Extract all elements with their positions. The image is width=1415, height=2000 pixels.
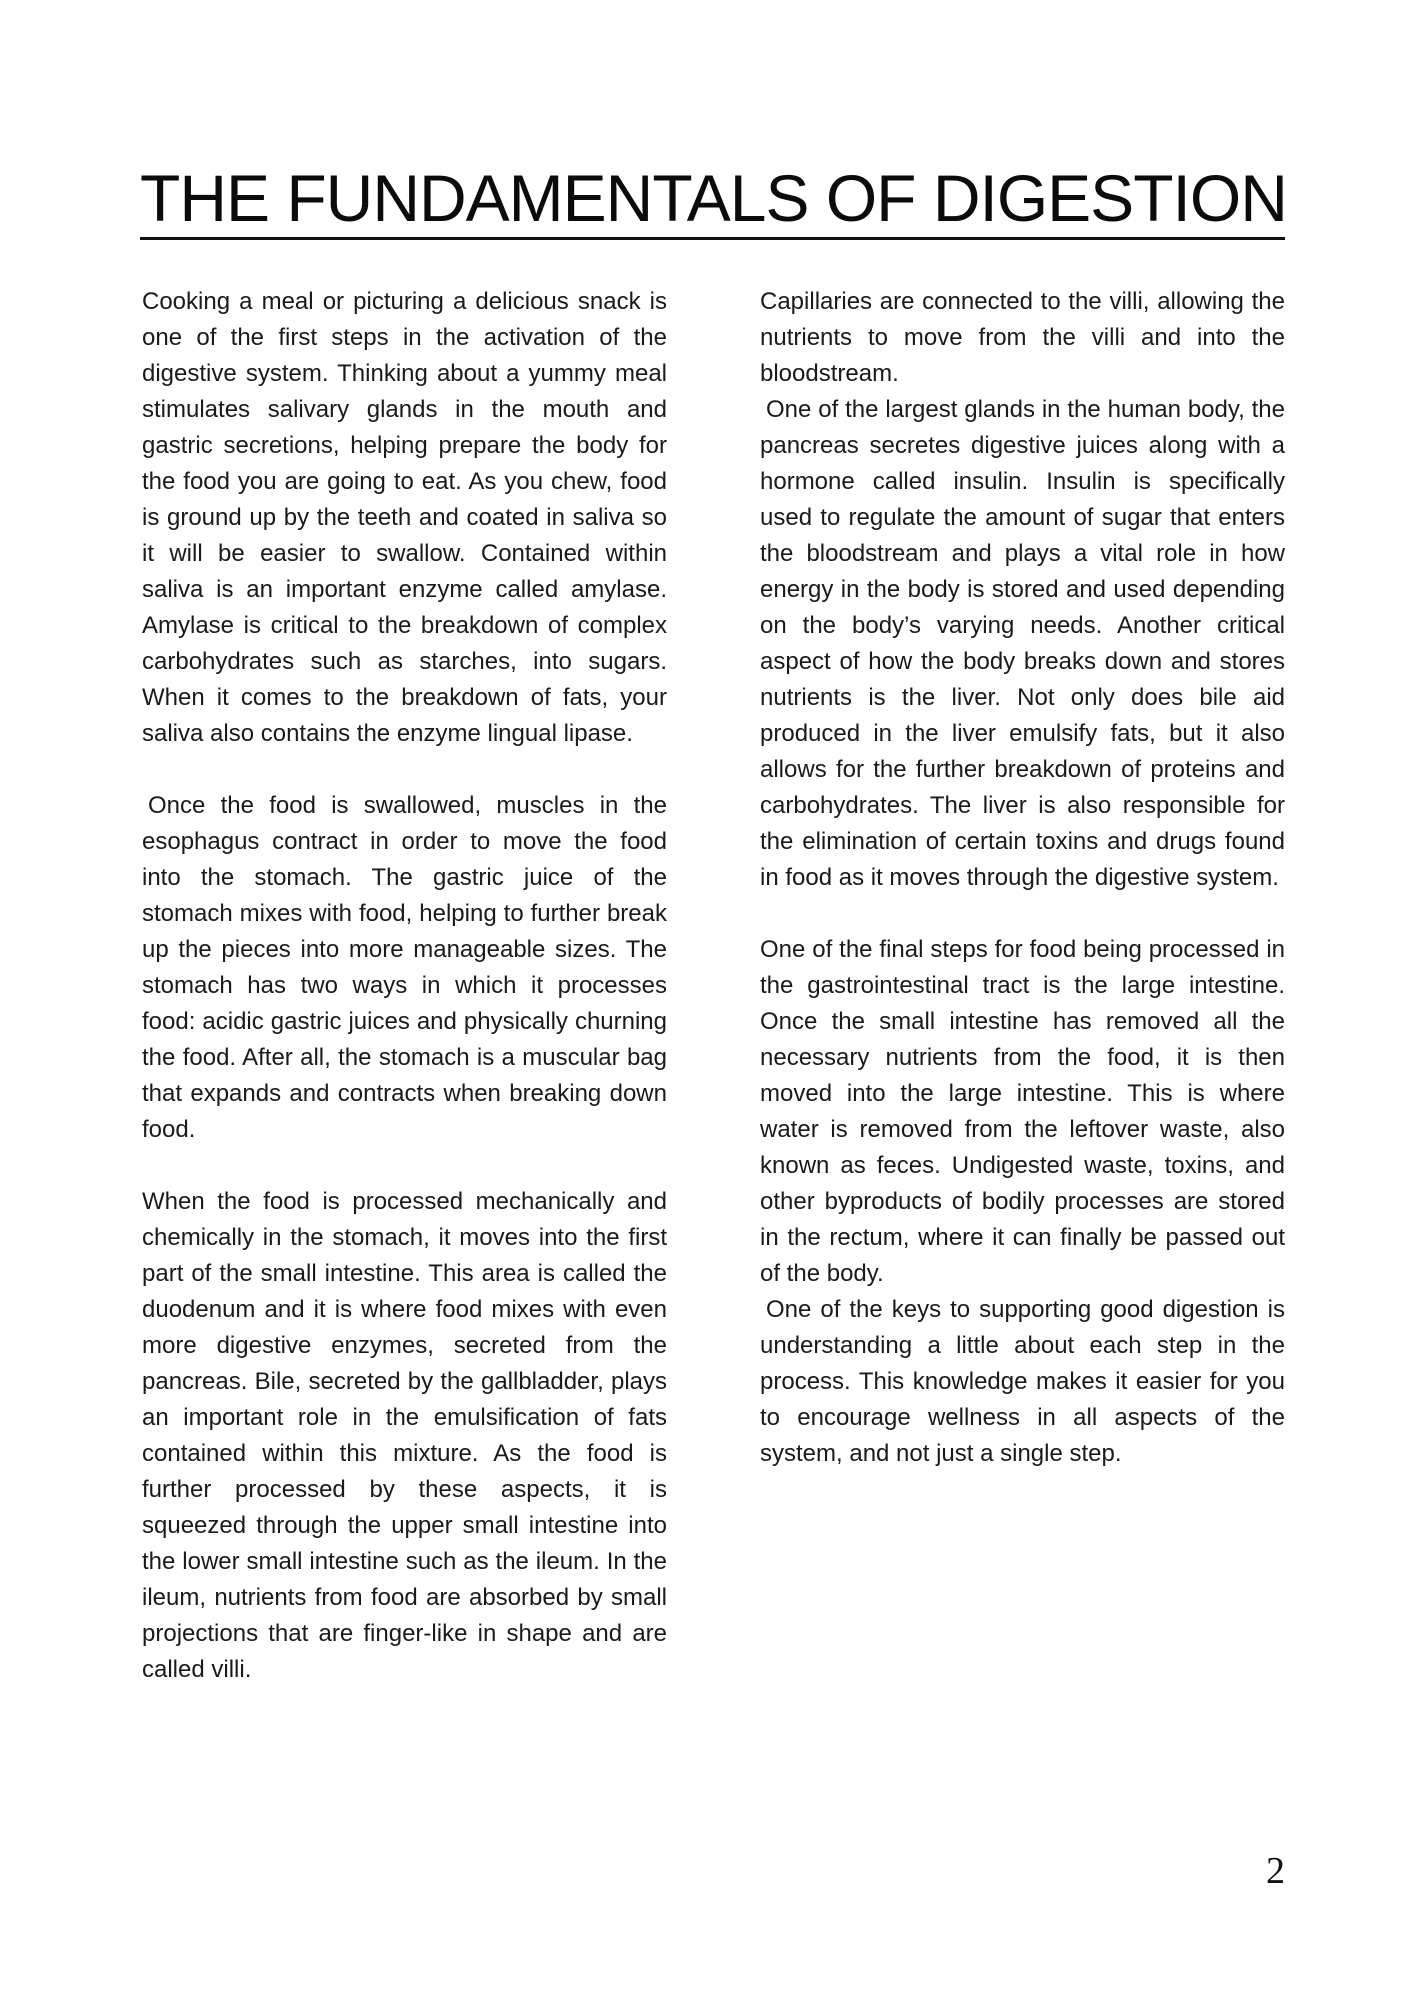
- left-column: [142, 284, 667, 1688]
- right-column: [760, 284, 1285, 1472]
- paragraph-stomach: Once the food is swallowed, muscles in the esophagus contract in order to move the food into the stomach. The gastric juice of the stomach mixes with food, helping to further break up the pieces into more manageable sizes. The stomach has two ways in which it processes food: acidic gastric juices and physically churning the food. After all, the stomach is a muscular bag that expands and contracts when breaking down food.: [142, 792, 667, 1143]
- paragraph-saliva: Cooking a meal or picturing a delicious snack is one of the first steps in the activation of the digestive system. Thinking about a yummy meal stimulates salivary glands in the mouth and gastric secretions, helping prepare the body for the food you are going to eat. As you chew, food is ground up by the teeth and coated in saliva so it will be easier to swallow. Contained within saliva is an important enzyme called amylase. Amylase is critical to the breakdown of complex carbohydrates such as starches, into sugars. When it comes to the breakdown of fats, your saliva also contains the enzyme lingual lipase.: [142, 288, 667, 747]
- paragraph-capillaries: Capillaries are connected to the villi, allowing the nutrients to move from the villi and into the bloodstream.: [760, 288, 1285, 387]
- paragraph-conclusion: One of the keys to supporting good digestion is understanding a little about each step in the process. This knowledge makes it easier for you to encourage wellness in all aspects of the system, and not just a single step.: [760, 1296, 1285, 1467]
- title-divider: [140, 237, 1285, 240]
- page-title: THE FUNDAMENTALS OF DIGESTION: [140, 161, 1287, 235]
- page-number: 2: [1266, 1850, 1285, 1892]
- paragraph-pancreas-liver: One of the largest glands in the human body, the pancreas secretes digestive juices along with a hormone called insulin. Insulin is specifically used to regulate the amount of sugar that enters the bloodstream and plays a vital role in how energy in the body is stored and used depending on the body’s varying needs. Another critical aspect of how the body breaks down and stores nutrients is the liver. Not only does bile aid produced in the liver emulsify fats, but it also allows for the further breakdown of proteins and carbohydrates. The liver is also responsible for the elimination of certain toxins and drugs found in food as it moves through the digestive system.: [760, 396, 1285, 891]
- paragraph-small-intestine: When the food is processed mechanically and chemically in the stomach, it moves into the first part of the small intestine. This area is called the duodenum and it is where food mixes with even more digestive enzymes, secreted from the pancreas. Bile, secreted by the gallbladder, plays an important role in the emulsification of fats contained within this mixture. As the food is further processed by these aspects, it is squeezed through the upper small intestine into the lower small intestine such as the ileum. In the ileum, nutrients from food are absorbed by small projections that are finger-like in shape and are called villi.: [142, 1188, 667, 1683]
- paragraph-large-intestine: One of the final steps for food being processed in the gastrointestinal tract is the large intestine. Once the small intestine has removed all the necessary nutrients from the food, it is then moved into the large intestine. This is where water is removed from the leftover waste, also known as feces. Undigested waste, toxins, and other byproducts of bodily processes are stored in the rectum, where it can finally be passed out of the body.: [760, 936, 1285, 1287]
